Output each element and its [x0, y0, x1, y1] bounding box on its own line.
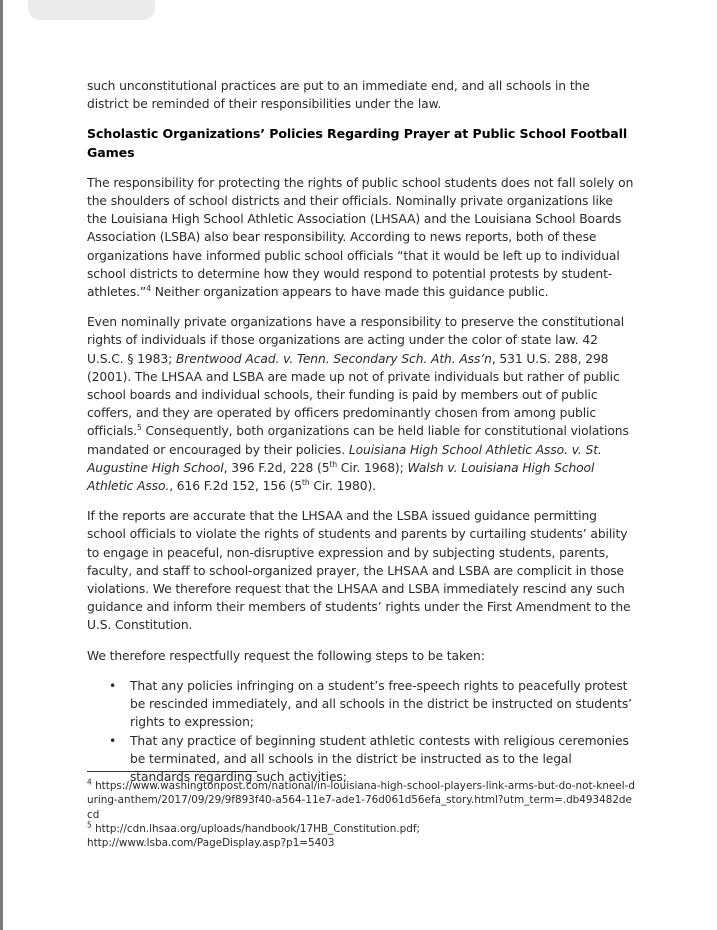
- paragraph-complicit: If the reports are accurate that the LHSAA and the LSBA issued guidance permitting school officials to violate the rights of students and parents by curtailing students’ ability to engage in peaceful, non-disruptive expression and by subjecting students, parents, faculty, and staff to school-organized prayer, the LHSAA and LSBA are complicit in those violations. We therefore request that the LHSAA and LSBA immediately rescind any such guidance and inform their members of students’ rights under the First Amendment to the U.S. Constitution.: [87, 509, 631, 633]
- footnote-ref-5[interactable]: 5: [137, 423, 142, 433]
- bullet-icon: •: [109, 733, 117, 748]
- footnote-divider: [87, 771, 257, 772]
- paragraph-text: Even nominally private organizations have a responsibility to preserve the constitutional rights of individuals if those organizations are acting under the color of state law. 42 U.S.C. § 1983;: [87, 315, 625, 366]
- footnote-ref-4[interactable]: 4: [146, 283, 151, 293]
- footnote-5: [87, 822, 635, 851]
- paragraph-text: Cir. 1980).: [309, 479, 376, 494]
- paragraph-state-law: [87, 313, 635, 495]
- bullet-icon: •: [109, 678, 117, 693]
- footnote-number: 4: [87, 777, 92, 787]
- paragraph-text: , 616 F.2d 152, 156 (5: [169, 479, 303, 494]
- list-item-text: That any policies infringing on a student’s free-speech rights to peacefully protest be rescinded immediately, and all schools in the district be instructed on students’ rights to expression;: [130, 678, 632, 730]
- request-list: [87, 677, 635, 786]
- left-edge: [0, 0, 3, 930]
- floating-toolbar[interactable]: [28, 0, 155, 20]
- footnote-number: 5: [87, 820, 92, 830]
- footnote-link[interactable]: http://cdn.lhsaa.org/uploads/handbook/17HB_Constitution.pdf;: [91, 822, 420, 835]
- section-heading: Scholastic Organizations’ Policies Regarding Prayer at Public School Football Games: [87, 126, 628, 160]
- paragraph-request: We therefore respectfully request the following steps to be taken:: [87, 648, 485, 663]
- list-item: [87, 732, 635, 787]
- ordinal-suffix: th: [302, 477, 310, 487]
- case-citation: Walsh v. Louisiana High School Athletic Asso.: [87, 460, 595, 494]
- ordinal-suffix: th: [329, 459, 337, 469]
- paragraph-text: Consequently, both organizations can be held liable for constitutional violations mandated or encouraged by their policies.: [87, 424, 629, 457]
- paragraph-text: Neither organization appears to have made this guidance public.: [150, 285, 549, 300]
- paragraph-intro: such unconstitutional practices are put to an immediate end, and all schools in the district be reminded of their responsibilities under the law.: [87, 79, 590, 112]
- paragraph-responsibility: [87, 174, 635, 301]
- paragraph-text: Cir. 1968);: [336, 460, 408, 475]
- paragraph-text: , 396 F.2d, 228 (5: [223, 460, 330, 475]
- paragraph-text: The responsibility for protecting the rights of public school students does not fall solely on the shoulders of school districts and their officials. Nominally private organizations like the Louisiana High School Athletic Association (LHSAA) and the Louisiana School Boards Association (LSBA) also bear responsibility. According to news reports, both of these organizations have informed public school officials “that it would be left up to individual school districts to determine how they would respond to potential protests by student-athletes.”: [87, 175, 634, 300]
- case-citation: Louisiana High School Athletic Asso. v. St. Augustine High School: [87, 442, 602, 475]
- document-body: [87, 77, 635, 798]
- footnote-link[interactable]: http://www.lsba.com/PageDisplay.asp?p1=5403: [87, 837, 335, 850]
- list-item-text: That any practice of beginning student athletic contests with religious ceremonies be terminated, and all schools in the district be instructed as to the legal standards regarding such activities;: [130, 733, 629, 784]
- list-item: [87, 677, 635, 732]
- paragraph-text: , 531 U.S. 288, 298 (2001). The LHSAA and LSBA are made up not of private individuals but rather of public school boards and individual schools, their funding is paid by members out of public coffers, and they are operated by officers predominantly chosen from among public officials.: [87, 351, 620, 439]
- footnote-4: [87, 779, 635, 822]
- footnotes: [87, 779, 635, 850]
- case-citation: Brentwood Acad. v. Tenn. Secondary Sch. Ath. Ass’n: [175, 351, 492, 366]
- footnote-link[interactable]: https://www.washingtonpost.com/national/in-louisiana-high-school-players-link-arms-but-do-not-kneel-during-anthem/2017/09/29/9f893f40-a564-11e7-ade1-76d061d56efa_story.html?utm_term=.db493482decd: [87, 780, 635, 821]
